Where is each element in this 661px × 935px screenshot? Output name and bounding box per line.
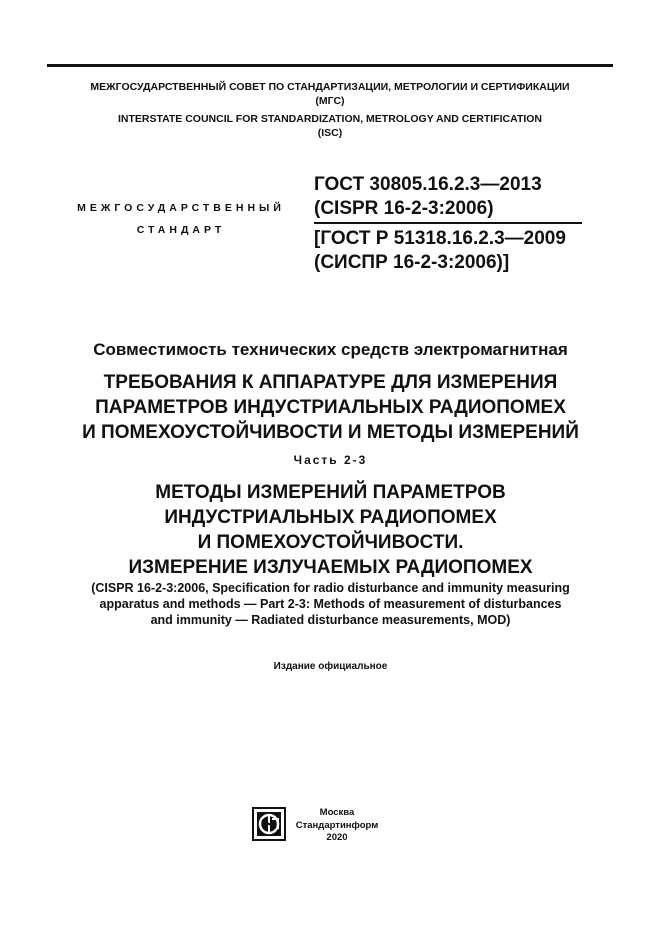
council-en-line1: INTERSTATE COUNCIL FOR STANDARDIZATION, METROLOGY AND CERTIFICATION — [117, 113, 543, 125]
requirements-title — [30, 370, 631, 445]
methods-line: И ПОМЕХОУСТОЙЧИВОСТИ. — [197, 532, 464, 553]
top-rule — [47, 64, 613, 67]
cispr-reference: (CISPR 16-2-3:2006) — [314, 198, 494, 219]
standartinform-logo-icon — [252, 807, 286, 841]
compatibility-title: Совместимость технических средств электромагнитная — [93, 340, 568, 359]
council-ru-line1: МЕЖГОСУДАРСТВЕННЫЙ СОВЕТ ПО СТАНДАРТИЗАЦИИ, МЕТРОЛОГИИ И СЕРТИФИКАЦИИ — [90, 81, 570, 93]
cispr-note — [30, 580, 631, 628]
methods-line: ИЗМЕРЕНИЕ ИЗЛУЧАЕМЫХ РАДИОПОМЕХ — [128, 557, 533, 578]
publisher-city: Москва — [319, 807, 355, 818]
gost-number: ГОСТ 30805.16.2.3—2013 — [314, 174, 542, 195]
requirements-line: ПАРАМЕТРОВ ИНДУСТРИАЛЬНЫХ РАДИОПОМЕХ — [95, 397, 566, 418]
replaced-gost: [ГОСТ Р 51318.16.2.3—2009 — [314, 228, 566, 249]
requirements-line: ТРЕБОВАНИЯ К АППАРАТУРЕ ДЛЯ ИЗМЕРЕНИЯ — [103, 372, 558, 393]
publisher-block — [292, 807, 382, 845]
standard-label-line1: МЕЖГОСУДАРСТВЕННЫЙ — [77, 202, 285, 214]
council-ru-abbrev: (МГС) — [315, 95, 345, 107]
standard-label-line2: СТАНДАРТ — [136, 224, 226, 236]
publisher-year: 2020 — [326, 832, 348, 843]
methods-line: МЕТОДЫ ИЗМЕРЕНИЙ ПАРАМЕТРОВ — [155, 482, 506, 503]
methods-title — [30, 480, 631, 580]
requirements-line: И ПОМЕХОУСТОЙЧИВОСТИ И МЕТОДЫ ИЗМЕРЕНИЙ — [82, 422, 579, 443]
council-en-abbrev: (ISC) — [317, 127, 343, 139]
edition-label: Издание официальное — [273, 661, 388, 672]
cispr-note-line: apparatus and methods — Part 2-3: Methods of measurement of disturbances — [99, 597, 562, 611]
cispr-note-line: (CISPR 16-2-3:2006, Specification for radio disturbance and immunity measuring — [91, 581, 570, 595]
part-label: Часть 2-3 — [293, 453, 368, 467]
cispr-note-line: and immunity — Radiated disturbance measurements, MOD) — [150, 613, 511, 627]
publisher-name: Стандартинформ — [295, 819, 379, 831]
methods-line: ИНДУСТРИАЛЬНЫХ РАДИОПОМЕХ — [164, 507, 497, 528]
replaced-cispr: (СИСПР 16-2-3:2006)] — [314, 252, 510, 273]
gost-divider — [314, 222, 582, 224]
